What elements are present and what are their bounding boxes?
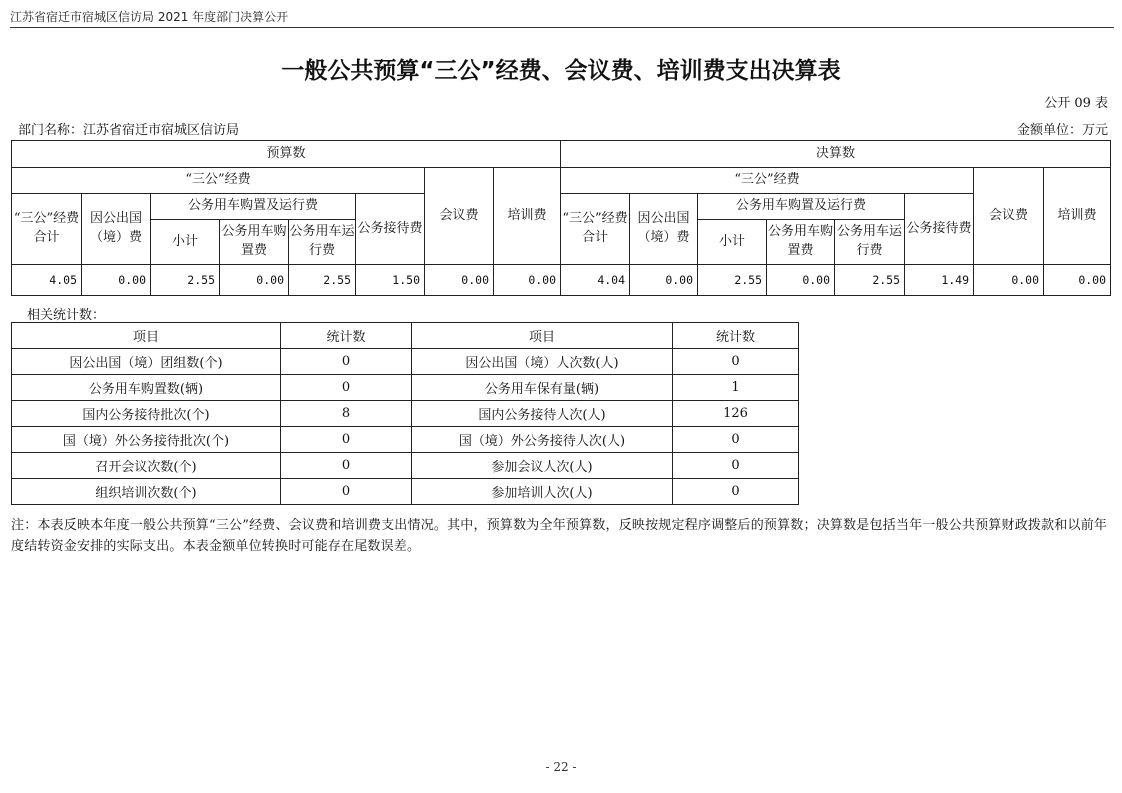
stats-left-item: 因公出国（境）团组数(个) [12,349,281,375]
final-reception-header: 公务接待费 [905,194,974,265]
final-abroad-header: 因公出国（境）费 [630,194,698,265]
page-number: - 22 - [545,760,577,774]
budget-car-purchase-header: 公务用车购置费 [220,220,289,265]
stats-left-item: 组织培训次数(个) [12,479,281,505]
related-stats-label: 相关统计数： [27,308,106,323]
stats-count-header-right: 统计数 [673,323,799,349]
final-meeting-header: 会议费 [974,168,1044,265]
stats-right-item: 因公出国（境）人次数(人) [412,349,673,375]
stats-item-header-right: 项目 [412,323,673,349]
budget-meeting-value: 0.00 [425,265,494,296]
stats-right-item: 国内公务接待人次(人) [412,401,673,427]
budget-car-operation-header: 公务用车运行费 [289,220,356,265]
table-code: 公开 09 表 [1044,96,1108,111]
stats-item-header-left: 项目 [12,323,281,349]
stats-table [11,322,799,505]
table-row [12,427,799,453]
budget-abroad-header: 因公出国（境）费 [82,194,151,265]
budget-car-header: 公务用车购置及运行费 [151,194,356,220]
table-row [12,349,799,375]
table-row [12,401,799,427]
stats-right-count: 126 [673,401,799,427]
page-title: 一般公共预算“三公”经费、会议费、培训费支出决算表 [281,58,841,84]
stats-right-item: 参加会议人次(人) [412,453,673,479]
final-sangong-total-value: 4.04 [561,265,630,296]
final-training-header: 培训费 [1044,168,1111,265]
footnote: 注：本表反映本年度一般公共预算“三公”经费、会议费和培训费支出情况。其中，预算数为全年预算数，反映按规定程序调整后的预算数；决算数是包括当年一般公共预算财政拨款和以前年度结转资金安排的实际支出。本表金额单位转换时可能存在尾数误差。 [11,518,1108,554]
header-divider [10,27,1114,28]
budget-sangong-header: “三公”经费 [12,168,425,194]
final-car-header: 公务用车购置及运行费 [698,194,905,220]
amount-unit: 金额单位：万元 [1016,123,1108,138]
budget-header: 预算数 [12,141,561,168]
stats-right-count: 0 [673,349,799,375]
final-abroad-value: 0.00 [630,265,698,296]
budget-car-subtotal-value: 2.55 [151,265,220,296]
final-sangong-total-header: “三公”经费合计 [561,194,630,265]
budget-subtotal-header: 小计 [151,220,220,265]
stats-right-count: 0 [673,427,799,453]
budget-reception-header: 公务接待费 [356,194,425,265]
budget-sangong-total-value: 4.05 [12,265,82,296]
final-reception-value: 1.49 [905,265,974,296]
stats-right-count: 0 [673,479,799,505]
stats-left-count: 0 [281,349,412,375]
budget-car-purchase-value: 0.00 [220,265,289,296]
budget-abroad-value: 0.00 [82,265,151,296]
stats-right-item: 国（境）外公务接待人次(人) [412,427,673,453]
stats-left-count: 0 [281,479,412,505]
stats-count-header-left: 统计数 [281,323,412,349]
budget-sangong-total-header: “三公”经费合计 [12,194,82,265]
stats-left-count: 0 [281,427,412,453]
final-training-value: 0.00 [1044,265,1111,296]
final-car-operation-header: 公务用车运行费 [835,220,905,265]
values-row [12,265,1111,296]
budget-training-header: 培训费 [494,168,561,265]
final-sangong-header: “三公”经费 [561,168,974,194]
stats-left-count: 0 [281,453,412,479]
stats-right-item: 参加培训人次(人) [412,479,673,505]
budget-meeting-header: 会议费 [425,168,494,265]
table-row [12,375,799,401]
table-row [12,479,799,505]
stats-right-item: 公务用车保有量(辆) [412,375,673,401]
table-row [12,453,799,479]
stats-left-item: 召开会议次数(个) [12,453,281,479]
stats-right-count: 1 [673,375,799,401]
budget-reception-value: 1.50 [356,265,425,296]
stats-left-count: 8 [281,401,412,427]
page-header: 江苏省宿迁市宿城区信访局 2021 年度部门决算公开 [10,10,289,24]
final-car-operation-value: 2.55 [835,265,905,296]
budget-car-operation-value: 2.55 [289,265,356,296]
stats-left-count: 0 [281,375,412,401]
final-car-purchase-header: 公务用车购置费 [767,220,835,265]
final-subtotal-header: 小计 [698,220,767,265]
final-header: 决算数 [561,141,1111,168]
stats-left-item: 公务用车购置数(辆) [12,375,281,401]
final-meeting-value: 0.00 [974,265,1044,296]
final-car-purchase-value: 0.00 [767,265,835,296]
stats-left-item: 国（境）外公务接待批次(个) [12,427,281,453]
stats-right-count: 0 [673,453,799,479]
budget-training-value: 0.00 [494,265,561,296]
stats-left-item: 国内公务接待批次(个) [12,401,281,427]
expense-table [11,140,1111,296]
final-car-subtotal-value: 2.55 [698,265,767,296]
department-name: 部门名称：江苏省宿迁市宿城区信访局 [18,123,240,138]
